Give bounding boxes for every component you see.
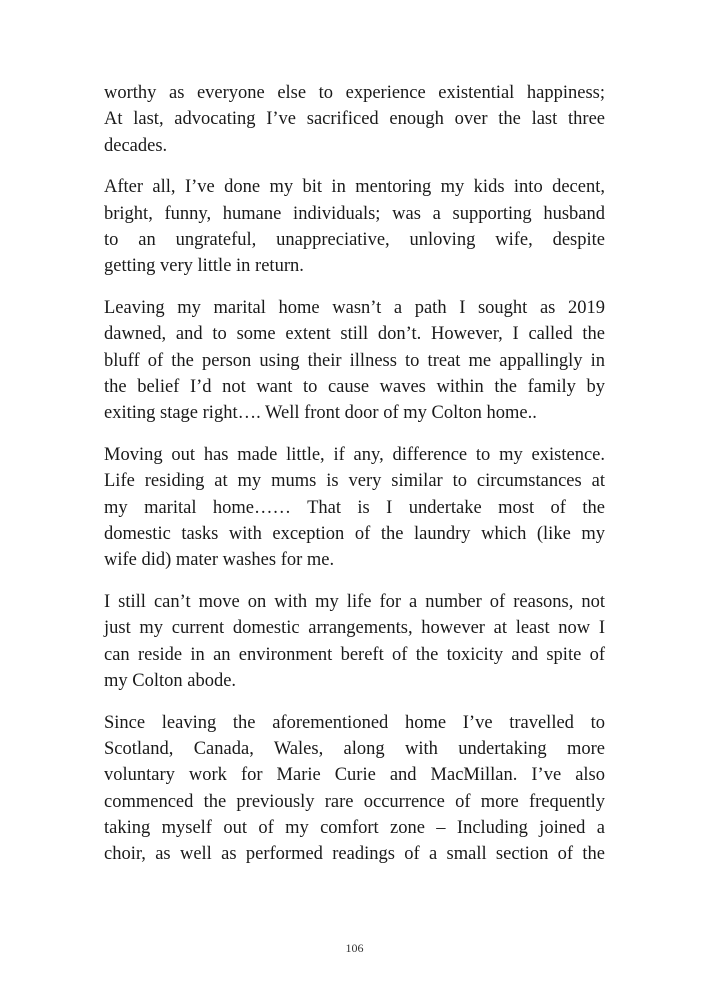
text-line: At last, advocating I’ve sacrificed enough over the last three: [104, 109, 605, 130]
text-line: After all, I’ve done my bit in mentoring my kids into decent,: [104, 177, 605, 198]
text-line: voluntary work for Marie Curie and MacMillan. I’ve also: [104, 765, 605, 786]
text-line: bluff of the person using their illness to treat me appallingly in: [104, 350, 605, 371]
body-text: [104, 80, 605, 883]
text-line: wife did) mater washes for me.: [104, 550, 335, 571]
text-line: exiting stage right…. Well front door of my Colton home..: [104, 403, 537, 424]
text-line: Life residing at my mums is very similar to circumstances at: [104, 471, 605, 492]
text-line: worthy as everyone else to experience existential happiness;: [104, 83, 605, 103]
text-line: my Colton abode.: [104, 670, 237, 691]
text-line: getting very little in return.: [104, 256, 304, 277]
text-line: bright, funny, humane individuals; was a supporting husband: [104, 203, 605, 224]
text-line: can reside in an environment bereft of the toxicity and spite of: [104, 644, 605, 665]
text-line: choir, as well as performed readings of a small section of the: [104, 844, 605, 865]
paragraph-2: [104, 174, 605, 279]
text-line: the belief I’d not want to cause waves within the family by: [104, 376, 605, 397]
text-line: Since leaving the aforementioned home I’ve travelled to: [104, 712, 605, 733]
text-line: dawned, and to some extent still don’t. However, I called the: [104, 324, 605, 345]
text-line: Moving out has made little, if any, difference to my existence.: [104, 445, 605, 466]
text-line: Scotland, Canada, Wales, along with undertaking more: [104, 739, 605, 760]
text-line: Leaving my marital home wasn’t a path I sought as 2019: [104, 298, 605, 319]
text-line: my marital home…… That is I undertake most of the: [104, 497, 605, 518]
text-line: just my current domestic arrangements, however at least now I: [104, 618, 605, 639]
text-line: decades.: [104, 135, 168, 156]
paragraph-4: [104, 442, 605, 573]
text-line: to an ungrateful, unappreciative, unloving wife, despite: [104, 229, 605, 250]
paragraph-1: [104, 80, 605, 159]
paragraph-5: [104, 589, 605, 694]
text-line: domestic tasks with exception of the laundry which (like my: [104, 523, 605, 544]
paragraph-6: [104, 710, 605, 868]
text-line: I still can’t move on with my life for a number of reasons, not: [104, 592, 605, 613]
text-line: commenced the previously rare occurrence of more frequently: [104, 791, 605, 812]
paragraph-3: [104, 295, 605, 426]
page-number: 106: [345, 941, 364, 955]
text-line: taking myself out of my comfort zone – Including joined a: [104, 817, 605, 838]
